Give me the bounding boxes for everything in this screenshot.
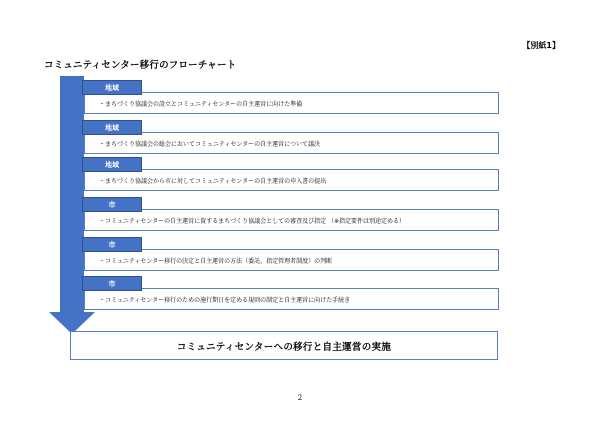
- flow-step-box: [84, 169, 499, 191]
- flow-step-label: 市: [82, 197, 142, 212]
- flow-step-box: [84, 209, 499, 231]
- flow-step-text: ・まちづくり協議会の設立とコミュニティセンターの自主運営に向けた準備: [99, 101, 303, 108]
- page-title: コミュニティセンター移行のフローチャート: [44, 60, 237, 71]
- flow-step-text: ・コミュニティセンター移行の決定と自主運営の方法（委託、指定管理者制度）の判断: [99, 258, 333, 265]
- flow-step-text: ・コミュニティセンター移行のための施行期日を定める規則の制定と自主運営に向けた手続き: [99, 297, 351, 304]
- flow-step-text: ・まちづくり協議会の総会においてコミュニティセンターの自主運営について議決: [99, 141, 320, 148]
- flow-step-box: [84, 132, 499, 154]
- flow-step-text: ・まちづくり協議会から市に対してコミュニティセンターの自主運営の申入書の提出: [99, 178, 327, 185]
- flow-step-label: 地域: [82, 80, 142, 95]
- flow-step-box: [84, 92, 499, 114]
- flow-step-label: 地域: [82, 157, 142, 172]
- flow-step-box: [84, 288, 499, 310]
- flow-step-label: 市: [82, 237, 142, 252]
- flow-step-box: [84, 249, 499, 271]
- result-box: コミュニティセンターへの移行と自主運営の実施: [70, 331, 498, 360]
- flow-step-label: 市: [82, 276, 142, 291]
- flow-step-text: ・コミュニティセンターの自主運営に資するまちづくり協議会としての審査及び指定 （※指定要件は別途定める）: [99, 218, 406, 225]
- page-number: 2: [297, 394, 303, 402]
- flow-step-label: 地域: [82, 120, 142, 135]
- attachment-label: 【別紙1】: [522, 41, 560, 50]
